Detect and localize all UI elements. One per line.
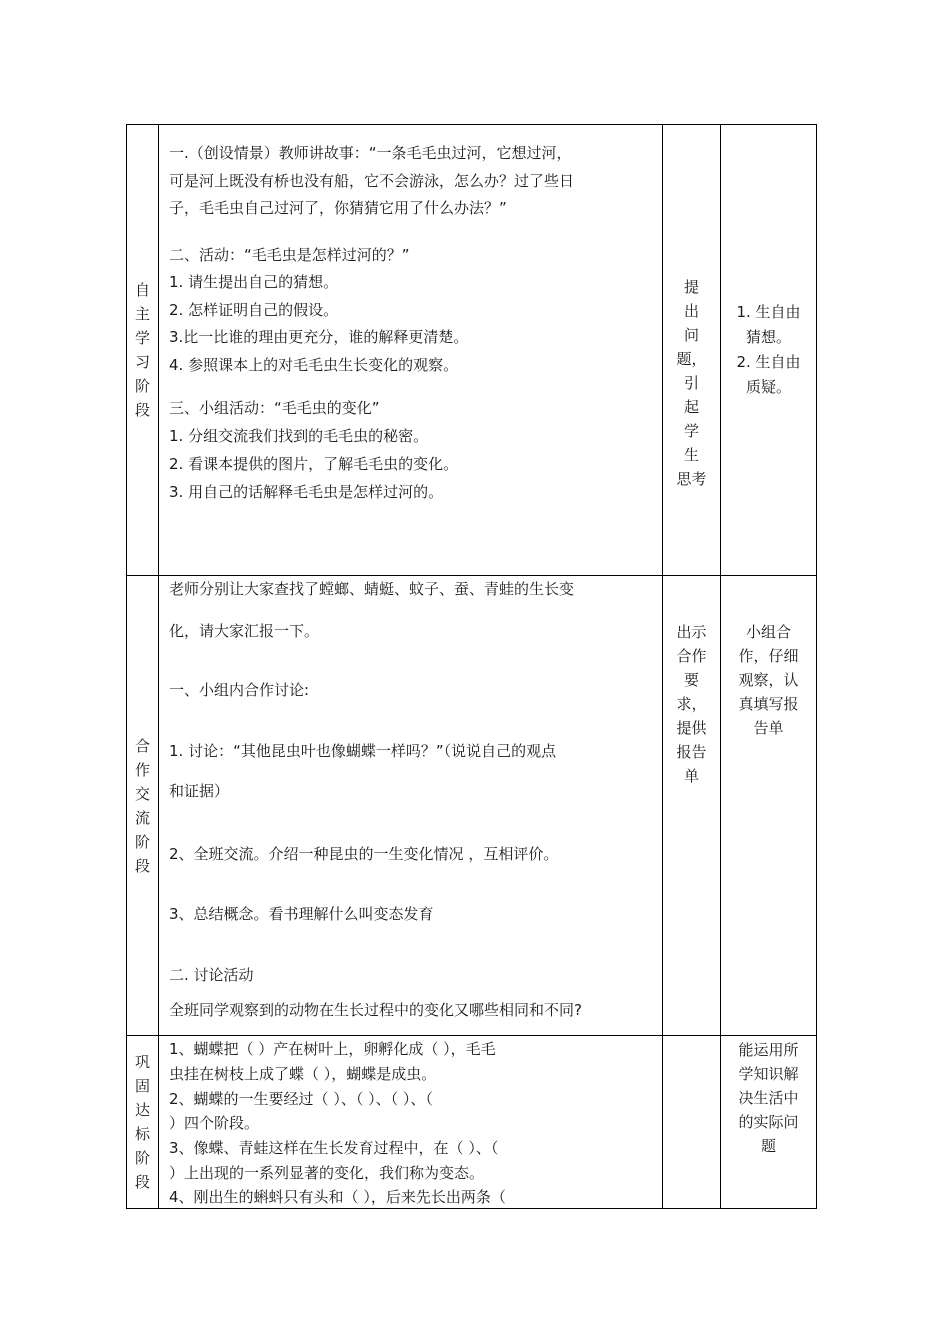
teacher-activity-line: 问 bbox=[683, 326, 699, 344]
content-line: 4. 参照课本上的对毛毛虫生长变化的观察。 bbox=[169, 356, 459, 374]
content-line: 二. 讨论活动 bbox=[169, 966, 254, 984]
student-activity-line: 真填写报 bbox=[738, 695, 799, 713]
content-line: 2、蝴蝶的一生要经过（ ）、（ ）、（ ）、（ bbox=[169, 1090, 433, 1108]
student-activity-line: 的实际问 bbox=[738, 1113, 799, 1131]
table-row bbox=[127, 1036, 817, 1209]
content-line: 1、蝴蝶把（ ）产在树叶上，卵孵化成（ ），毛毛 bbox=[169, 1040, 496, 1058]
content-line: 三、小组活动：“毛毛虫的变化” bbox=[169, 399, 380, 417]
teacher-activity-line: 合作 bbox=[676, 647, 707, 665]
stage-label: 合作交流阶段 bbox=[134, 736, 150, 875]
teacher-activity-line: 出示 bbox=[676, 623, 707, 641]
content-line: 子，毛毛虫自己过河了，你猜猜它用了什么办法？” bbox=[169, 199, 507, 217]
teacher-activity-line: 提供 bbox=[676, 719, 707, 737]
teacher-activity-line: 学 生 bbox=[683, 422, 699, 464]
content-line: 2. 看课本提供的图片，了解毛毛虫的变化。 bbox=[169, 455, 459, 473]
teacher-activity-line: 报告 bbox=[676, 743, 707, 761]
content-cell bbox=[159, 1036, 663, 1209]
content-line: 二、活动：“毛毛虫是怎样过河的？” bbox=[169, 246, 410, 264]
content-line: 2、全班交流。介绍一种昆虫的一生变化情况 ，互相评价。 bbox=[169, 845, 559, 863]
content-line: ）上出现的一系列显著的变化，我们称为变态。 bbox=[169, 1164, 485, 1182]
content-line: 1. 分组交流我们找到的毛毛虫的秘密。 bbox=[169, 427, 429, 445]
content-line: 和证据） bbox=[169, 782, 230, 800]
student-activity-cell bbox=[721, 125, 817, 576]
content-line: 3、像蝶、青蛙这样在生长发育过程中，在（ ）、（ bbox=[169, 1139, 499, 1157]
content-line: 虫挂在树枝上成了蝶（ ），蝴蝶是成虫。 bbox=[169, 1065, 437, 1083]
content-line: 老师分别让大家查找了螳螂、蜻蜓、蚊子、蚕、青蛙的生长变 bbox=[169, 580, 575, 598]
student-activity-cell bbox=[721, 1036, 817, 1209]
content-line: 3、总结概念。看书理解什么叫变态发育 bbox=[169, 905, 434, 923]
content-line: ）四个阶段。 bbox=[169, 1114, 260, 1132]
content-line: 1. 讨论：“其他昆虫叶也像蝴蝶一样吗？”（说说自己的观点 bbox=[169, 742, 557, 760]
stage-cell bbox=[127, 576, 159, 1036]
lesson-plan-table bbox=[126, 124, 817, 1209]
stage-label: 自主学习阶段 bbox=[134, 281, 150, 419]
teacher-activity-line: 要 bbox=[683, 671, 699, 689]
content-line: 2. 怎样证明自己的假设。 bbox=[169, 301, 339, 319]
teacher-activity-line: 提 出 bbox=[683, 278, 699, 320]
teacher-activity-line: 思考 bbox=[676, 470, 707, 488]
content-line: 3.比一比谁的理由更充分，谁的解释更清楚。 bbox=[169, 328, 469, 346]
table-row bbox=[127, 576, 817, 1036]
stage-label: 巩固达标阶段 bbox=[134, 1053, 150, 1191]
student-activity-cell bbox=[721, 576, 817, 1036]
teacher-activity-line: 引 起 bbox=[683, 374, 699, 416]
table-row bbox=[127, 125, 817, 576]
teacher-activity-cell bbox=[663, 576, 721, 1036]
student-activity-line: 告单 bbox=[753, 719, 784, 737]
content-line: 全班同学观察到的动物在生长过程中的变化又哪些相同和不同? bbox=[169, 1001, 582, 1019]
content-line: 一、小组内合作讨论: bbox=[169, 681, 310, 699]
content-line: 可是河上既没有桥也没有船，它不会游泳，怎么办？过了些日 bbox=[169, 172, 575, 190]
teacher-activity-line: 单 bbox=[683, 767, 699, 785]
student-activity-line: 题 bbox=[760, 1137, 776, 1155]
student-activity-line: 2. 生自由 bbox=[736, 353, 801, 371]
content-line: 3. 用自己的话解释毛毛虫是怎样过河的。 bbox=[169, 483, 444, 501]
teacher-activity-cell bbox=[663, 1036, 721, 1209]
content-line: 一.（创设情景）教师讲故事：“一条毛毛虫过河，它想过河， bbox=[169, 144, 572, 162]
content-cell bbox=[159, 576, 663, 1036]
student-activity-line: 1. 生自由 bbox=[736, 303, 801, 321]
student-activity-line: 决生活中 bbox=[738, 1089, 799, 1107]
student-activity-line: 观察，认 bbox=[738, 671, 799, 689]
content-line: 1. 请生提出自己的猜想。 bbox=[169, 273, 339, 291]
stage-cell bbox=[127, 125, 159, 576]
teacher-activity-line: 求， bbox=[676, 695, 707, 713]
teacher-activity-cell bbox=[663, 125, 721, 576]
student-activity-line: 作，仔细 bbox=[738, 647, 799, 665]
stage-cell bbox=[127, 1036, 159, 1209]
student-activity-line: 质疑。 bbox=[745, 378, 791, 396]
student-activity-line: 学知识解 bbox=[738, 1065, 799, 1083]
content-line: 4、刚出生的蝌蚪只有头和（ ），后来先长出两条（ bbox=[169, 1188, 506, 1206]
content-cell bbox=[159, 125, 663, 576]
student-activity-line: 能运用所 bbox=[738, 1041, 799, 1059]
content-line: 化，请大家汇报一下。 bbox=[169, 622, 320, 640]
student-activity-line: 猜想。 bbox=[745, 328, 791, 346]
student-activity-line: 小组合 bbox=[745, 623, 791, 641]
teacher-activity-line: 题， bbox=[676, 350, 707, 368]
